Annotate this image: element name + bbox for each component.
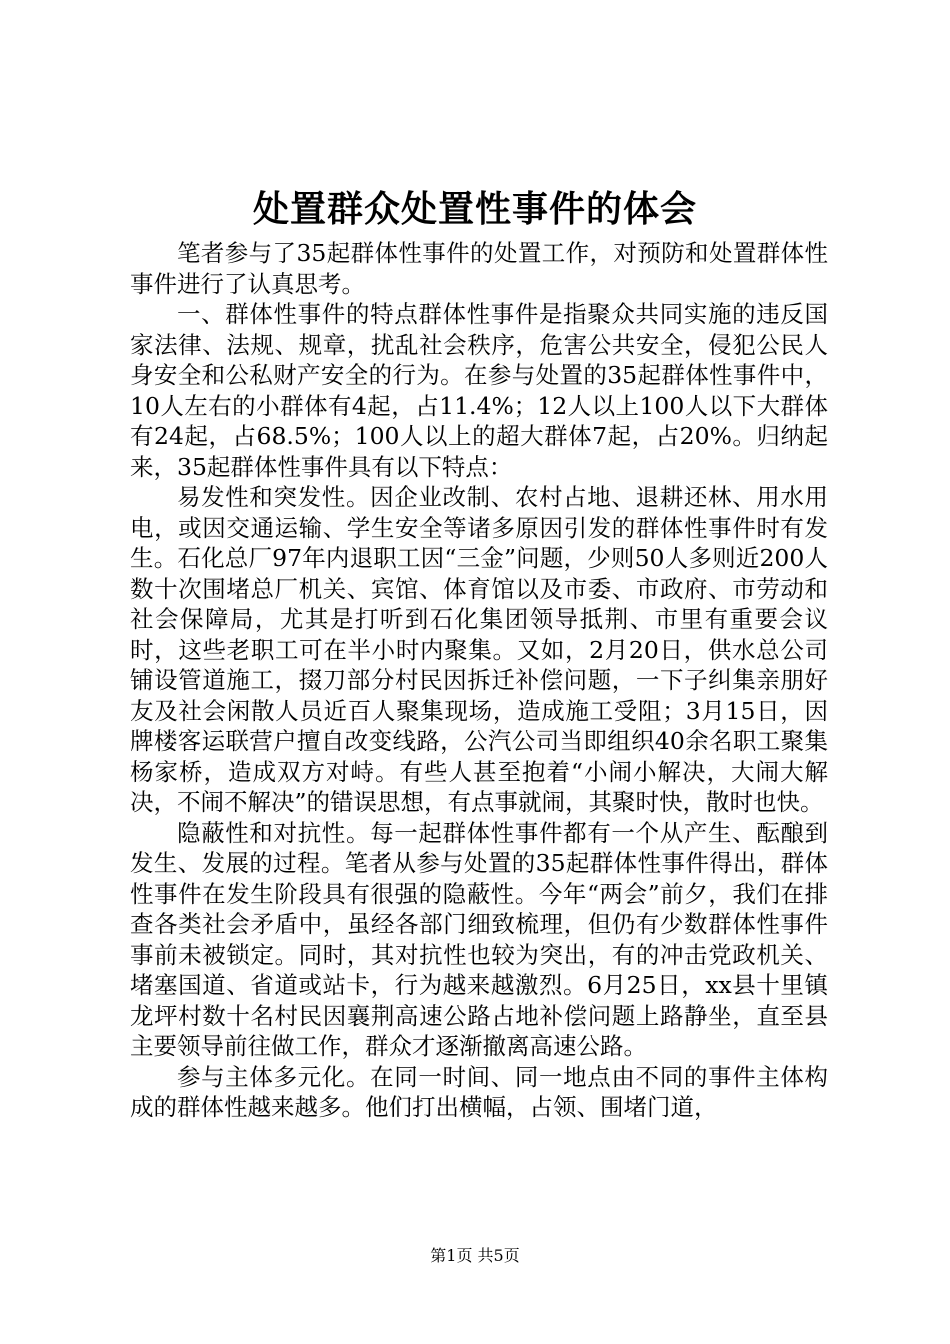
paragraph-sudden: 易发性和突发性。因企业改制、农村占地、退耕还林、用水用电，或因交通运输、学生安全等诸多原因引发的群体性事件时有发生。石化总厂97年内退职工因“三金”问题，少则50人多则近200人数十次围堵总厂机关、宾馆、体育馆以及市委、市政府、市劳动和社会保障局，尤其是打听到石化集团领导抵荆、市里有重要会议时，这些老职工可在半小时内聚集。又如，2月20日，供水总公司铺设管道施工，掇刀部分村民因拆迁补偿问题，一下子纠集亲朋好友及社会闲散人员近百人聚集现场，造成施工受阻；3月15日，因牌楼客运联营户擅自改变线路，公汽公司当即组织40余名职工聚集杨家桥，造成双方对峙。有些人甚至抱着“小闹小解决，大闹大解决，不闹不解决”的错误思想，有点事就闹，其聚时快，散时也快。 — [130, 483, 828, 816]
paragraph-characteristics: 一、群体性事件的特点群体性事件是指聚众共同实施的违反国家法律、法规、规章，扰乱社会秩序，危害公共安全，侵犯公民人身安全和公私财产安全的行为。在参与处置的35起群体性事件中，10人左右的小群体有4起，占11.4%；12人以上100人以下大群体有24起，占68.5%；100人以上的超大群体7起，占20%。归纳起来，35起群体性事件具有以下特点： — [130, 300, 828, 481]
document-title: 处置群众处置性事件的体会 — [252, 188, 697, 230]
paragraph-diverse: 参与主体多元化。在同一时间、同一地点由不同的事件主体构成的群体性越来越多。他们打出横幅，占领、围堵门道， — [130, 1062, 828, 1121]
paragraph-intro: 笔者参与了35起群体性事件的处置工作，对预防和处置群体性事件进行了认真思考。 — [130, 239, 828, 298]
paragraph-hidden: 隐蔽性和对抗性。每一起群体性事件都有一个从产生、酝酿到发生、发展的过程。笔者从参与处置的35起群体性事件得出，群体性事件在发生阶段具有很强的隐蔽性。今年“两会”前夕，我们在排查各类社会矛盾中，虽经各部门细致梳理，但仍有少数群体性事件事前未被锁定。同时，其对抗性也较为突出，有的冲击党政机关、堵塞国道、省道或站卡，行为越来越激烈。6月25日，xx县十里镇龙坪村数十名村民因襄荆高速公路占地补偿问题上路静坐，直至县主要领导前往做工作，群众才逐渐撤离高速公路。 — [130, 818, 828, 1060]
document-body — [130, 238, 828, 1123]
page-footer: 第1页 共5页 — [430, 1246, 520, 1265]
